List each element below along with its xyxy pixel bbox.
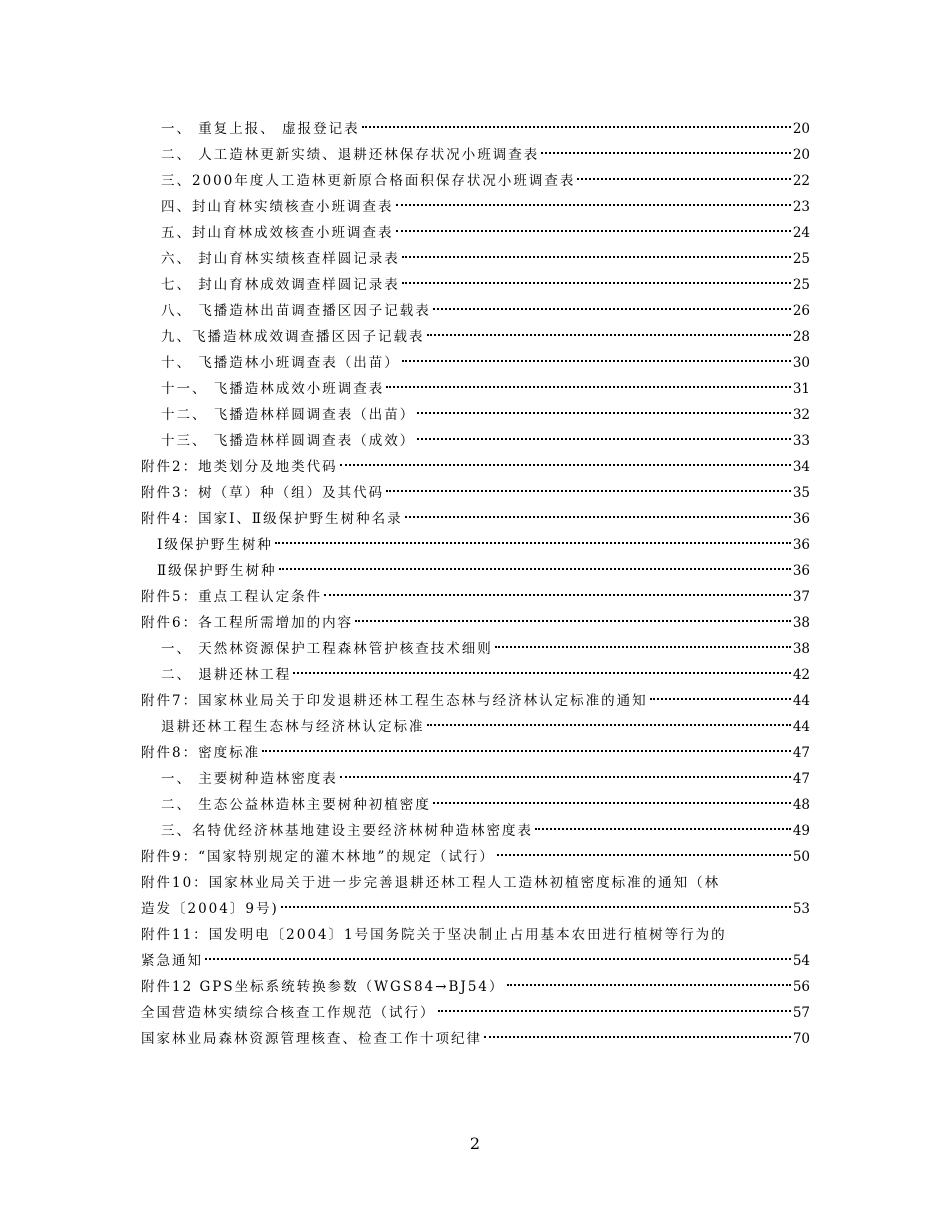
toc-entry-title: 二、 生态公益林造林主要树种初植密度	[161, 797, 431, 813]
toc-entry[interactable]	[141, 948, 810, 974]
toc-entry-title: 十二、 飞播造林样圆调查表（出苗）	[161, 407, 416, 423]
toc-entry-title: 九、飞播造林成效调查播区因子记载表	[161, 329, 425, 345]
toc-entry-title: 一、 天然林资源保护工程森林管护核查技术细则	[161, 641, 493, 657]
toc-entry[interactable]	[161, 636, 810, 662]
toc-leader-dots	[386, 490, 791, 492]
toc-leader-dots	[427, 334, 791, 336]
toc-entry-title: 三、2000年度人工造林更新原合格面积保存状况小班调查表	[161, 173, 576, 189]
toc-entry-title: 二、 退耕还林工程	[161, 667, 292, 683]
toc-entry-title: 附件4：国家Ⅰ、Ⅱ级保护野生树种名录	[141, 511, 403, 527]
toc-entry-title[interactable]: 附件10：国家林业局关于进一步完善退耕还林工程人工造林初植密度标准的通知（林	[141, 875, 721, 891]
toc-entry-page: 23	[792, 199, 810, 215]
toc-entry[interactable]	[161, 818, 810, 844]
toc-entry-title: 附件3：树（草）种（组）及其代码	[141, 485, 385, 501]
toc-entry-continuation: 造发〔2004〕9号)	[141, 901, 279, 917]
toc-entry-page: 26	[792, 303, 810, 319]
toc-entry[interactable]	[161, 272, 810, 298]
toc-leader-dots	[279, 568, 791, 570]
toc-entry-page: 35	[792, 485, 810, 501]
toc-entry[interactable]	[157, 532, 810, 558]
toc-entry[interactable]	[161, 298, 810, 324]
toc-leader-dots	[484, 1036, 791, 1038]
toc-entry-page: 36	[792, 537, 810, 553]
toc-entry-title: 一、 重复上报、 虚报登记表	[161, 121, 360, 137]
toc-leader-dots	[275, 542, 791, 544]
toc-entry[interactable]	[161, 792, 810, 818]
toc-leader-dots	[355, 620, 791, 622]
toc-entry[interactable]	[141, 610, 810, 636]
toc-entry[interactable]	[161, 142, 810, 168]
toc-entry-page: 48	[792, 797, 810, 813]
toc-entry[interactable]	[161, 194, 810, 220]
toc-entry-page: 36	[792, 511, 810, 527]
toc-entry[interactable]	[161, 402, 810, 428]
toc-leader-dots	[433, 308, 791, 310]
toc-leader-dots	[293, 672, 791, 674]
toc-entry-page: 31	[792, 381, 810, 397]
toc-entry[interactable]	[141, 688, 810, 714]
toc-entry-page: 30	[792, 355, 810, 371]
toc-leader-dots	[262, 750, 791, 752]
toc-entry[interactable]	[161, 168, 810, 194]
toc-entry-page: 57	[792, 1005, 810, 1021]
toc-entry-page: 38	[792, 615, 810, 631]
toc-entry-title: 三、名特优经济林基地建设主要经济林树种造林密度表	[161, 823, 533, 839]
toc-entry[interactable]	[141, 584, 810, 610]
toc-entry-page: 20	[792, 121, 810, 137]
toc-entry-page: 22	[792, 173, 810, 189]
toc-entry-title: 附件7：国家林业局关于印发退耕还林工程生态林与经济林认定标准的通知	[141, 693, 648, 709]
toc-entry-page: 56	[792, 979, 810, 995]
toc-leader-dots	[396, 230, 791, 232]
toc-entry-page: 49	[792, 823, 810, 839]
toc-entry[interactable]	[141, 844, 810, 870]
toc-leader-dots	[205, 958, 791, 960]
toc-entry[interactable]	[161, 220, 810, 246]
toc-entry-title: 全国营造林实绩综合核查工作规范（试行）	[141, 1005, 436, 1021]
toc-entry[interactable]	[141, 1026, 810, 1052]
toc-entry-title: Ⅰ级保护野生树种	[157, 537, 273, 553]
toc-entry[interactable]	[161, 662, 810, 688]
toc-entry[interactable]	[141, 974, 810, 1000]
toc-entry[interactable]	[161, 714, 810, 740]
toc-entry[interactable]	[141, 506, 810, 532]
toc-entry-title: 附件12 GPS坐标系统转换参数（WGS84→BJ54）	[141, 979, 505, 995]
toc-entry-title: 十三、 飞播造林样圆调查表（成效）	[161, 433, 416, 449]
toc-entry-page: 28	[792, 329, 810, 345]
toc-entry-page: 32	[792, 407, 810, 423]
toc-entry-page: 38	[792, 641, 810, 657]
toc-leader-dots	[433, 802, 791, 804]
toc-entry-title: 附件5：重点工程认定条件	[141, 589, 323, 605]
toc-leader-dots	[340, 464, 791, 466]
toc-leader-dots	[281, 906, 791, 908]
toc-entry-title: 四、封山育林实绩核查小班调查表	[161, 199, 394, 215]
toc-leader-dots	[495, 646, 791, 648]
toc-leader-dots	[497, 854, 791, 856]
toc-entry-page: 25	[792, 251, 810, 267]
toc-entry-page: 44	[792, 719, 810, 735]
toc-leader-dots	[417, 438, 791, 440]
toc-entry-title: 八、 飞播造林出苗调查播区因子记载表	[161, 303, 431, 319]
toc-entry[interactable]	[161, 246, 810, 272]
toc-leader-dots	[535, 828, 791, 830]
toc-entry-page: 47	[792, 745, 810, 761]
toc-entry-page: 20	[792, 147, 810, 163]
toc-leader-dots	[507, 984, 791, 986]
toc-entry-page: 33	[792, 433, 810, 449]
toc-entry-continuation: 紧急通知	[141, 953, 203, 969]
toc-entry-page: 24	[792, 225, 810, 241]
toc-entry-title[interactable]: 附件11：国发明电〔2004〕1号国务院关于坚决制止占用基本农田进行植树等行为的	[141, 927, 727, 943]
toc-entry-title: 国家林业局森林资源管理核查、检查工作十项纪律	[141, 1031, 482, 1047]
toc-leader-dots	[386, 386, 791, 388]
toc-entry-title: Ⅱ级保护野生树种	[157, 563, 277, 579]
toc-entry[interactable]	[141, 454, 810, 480]
toc-leader-dots	[417, 412, 791, 414]
toc-entry-page: 37	[792, 589, 810, 605]
toc-entry-title: 附件9：“国家特别规定的灌木林地”的规定（试行）	[141, 849, 495, 865]
toc-leader-dots	[577, 178, 790, 180]
toc-entry-page: 54	[792, 953, 810, 969]
toc-entry[interactable]	[161, 766, 810, 792]
toc-entry-title: 二、 人工造林更新实绩、退耕还林保存状况小班调查表	[161, 147, 540, 163]
toc-entry-title: 十一、 飞播造林成效小班调查表	[161, 381, 385, 397]
toc-entry[interactable]	[161, 428, 810, 454]
toc-leader-dots	[402, 256, 791, 258]
toc-leader-dots	[541, 152, 791, 154]
toc-entry-title: 附件6：各工程所需增加的内容	[141, 615, 354, 631]
toc-leader-dots	[402, 360, 791, 362]
toc-entry-title: 附件2：地类划分及地类代码	[141, 459, 338, 475]
toc-leader-dots	[396, 204, 791, 206]
toc-entry-title: 六、 封山育林实绩核查样圆记录表	[161, 251, 400, 267]
toc-entry-title: 退耕还林工程生态林与经济林认定标准	[161, 719, 425, 735]
toc-leader-dots	[362, 126, 791, 128]
toc-entry-title: 七、 封山育林成效调查样圆记录表	[161, 277, 400, 293]
toc-leader-dots	[650, 698, 791, 700]
toc-entry[interactable]	[161, 376, 810, 402]
toc-entry-page: 44	[792, 693, 810, 709]
toc-entry[interactable]	[141, 740, 810, 766]
toc-leader-dots	[324, 594, 791, 596]
toc-entry-title: 五、封山育林成效核查小班调查表	[161, 225, 394, 241]
toc-leader-dots	[427, 724, 791, 726]
toc-entry-page: 47	[792, 771, 810, 787]
toc-leader-dots	[340, 776, 791, 778]
toc-entry-title: 一、 主要树种造林密度表	[161, 771, 338, 787]
toc-entry[interactable]	[161, 350, 810, 376]
toc-entry-page: 70	[792, 1031, 810, 1047]
toc-entry[interactable]	[141, 480, 810, 506]
toc-entry-page: 36	[792, 563, 810, 579]
toc-leader-dots	[405, 516, 791, 518]
table-of-contents	[0, 116, 950, 1052]
toc-entry-page: 50	[792, 849, 810, 865]
toc-entry[interactable]	[161, 324, 810, 350]
toc-entry-page: 34	[792, 459, 810, 475]
page-number: 2	[469, 1134, 481, 1153]
toc-entry-page: 53	[792, 901, 810, 917]
toc-entry-title: 附件8：密度标准	[141, 745, 261, 761]
toc-leader-dots	[402, 282, 791, 284]
toc-entry-title: 十、 飞播造林小班调查表（出苗）	[161, 355, 400, 371]
toc-entry-page: 42	[792, 667, 810, 683]
toc-leader-dots	[438, 1010, 791, 1012]
toc-entry[interactable]	[141, 896, 810, 922]
toc-entry[interactable]	[161, 116, 810, 142]
toc-entry[interactable]	[157, 558, 810, 584]
toc-entry-page: 25	[792, 277, 810, 293]
toc-entry[interactable]	[141, 1000, 810, 1026]
